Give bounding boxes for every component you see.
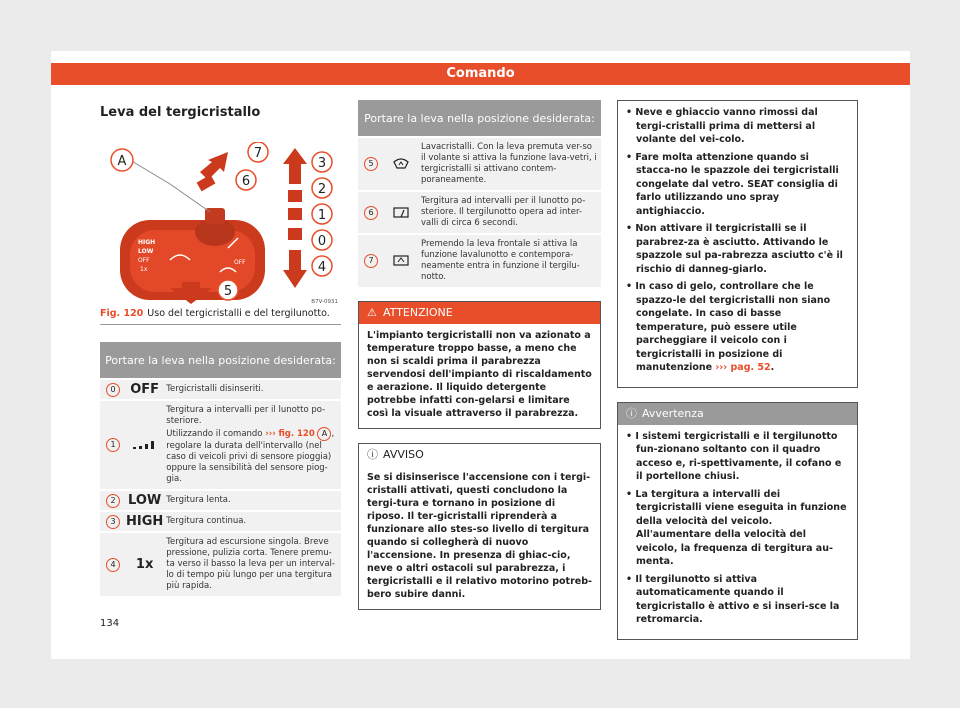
table-row: [358, 234, 601, 287]
lever-label-1x: 1x: [140, 266, 148, 273]
bullet-item: • Il tergilunotto si attiva automaticamente quando il tergicristallo è attivo e si inseri-sce la retromarcia.: [626, 573, 840, 625]
callout-5: 5: [223, 284, 233, 299]
svg-text:A: A: [117, 154, 127, 169]
callout-3: 3: [317, 156, 327, 171]
block-0: [288, 228, 302, 240]
attenzione-text: L'impianto tergicristalli non va azionato a temperature troppo basse, a meno che non si scaldi prima il parabrezza servendosi dell'impianto di riscaldamento e aerazione. Il liquido detergente potrebbe infatti con-gelarsi e limitare così la visuale attraverso il parabrezza.: [367, 330, 592, 419]
attenzione-box: [358, 301, 601, 429]
row-text: Tergitura lenta.: [163, 490, 341, 511]
callout-6: 6: [241, 174, 251, 189]
windshield-washer-icon: [384, 137, 418, 191]
table-heading: Portare la leva nella posizione desiderata:: [358, 100, 601, 137]
table-row: [100, 400, 341, 490]
figure-120: [100, 142, 341, 304]
table-row: [358, 137, 601, 191]
table-row: [100, 490, 341, 511]
table-row: [358, 191, 601, 234]
rear-wiper-icon: [384, 191, 418, 234]
row-text: Tergicristalli disinseriti.: [163, 379, 341, 400]
avvertenza-box: [617, 402, 858, 640]
bullet-item: • I sistemi tergicristalli e il tergilunotto fun-zionano soltanto con il quadro acceso e, ri-spettivamente, il cofano e il portellone chiusi.: [626, 430, 842, 482]
row-number: 5: [364, 157, 378, 171]
row-number: 2: [106, 494, 120, 508]
callout-7: 7: [253, 146, 263, 161]
symbol-high: HIGH: [126, 511, 163, 532]
figure-caption-text: Uso del tergicristalli e del tergilunotto.: [147, 308, 330, 319]
callout-1: 1: [317, 208, 327, 223]
row-number: 6: [364, 206, 378, 220]
avviso-box: [358, 443, 601, 610]
symbol-low: LOW: [126, 490, 163, 511]
table-heading: Portare la leva nella posizione desiderata:: [100, 342, 341, 379]
row-number: 7: [364, 254, 378, 268]
info-circle-icon: ⓘ: [367, 448, 378, 461]
column-right: [617, 100, 858, 640]
lever-label-high: HIGH: [138, 239, 156, 246]
bullet-item: • Fare molta attenzione quando si stacca-no le spazzole dei tergicristalli congelate dal vetro. SEAT consiglia di farlo utilizzando uno spray antighiaccio.: [626, 151, 839, 217]
avvertenza-header: ⓘ Avvertenza: [618, 403, 857, 425]
row-number: 4: [106, 558, 120, 572]
callout-2: 2: [317, 182, 327, 197]
avviso-header: ⓘ AVVISO: [359, 444, 600, 466]
arrow-up-3: [283, 148, 307, 184]
row-number: 3: [106, 515, 120, 529]
figure-link[interactable]: fig. 120: [278, 429, 315, 439]
callout-0: 0: [317, 234, 327, 249]
symbol-off: OFF: [126, 379, 163, 400]
warning-triangle-icon: ⚠: [367, 306, 377, 319]
positions-table-2: [358, 100, 601, 287]
positions-table-1: [100, 342, 341, 596]
symbol-1x: 1x: [126, 532, 163, 596]
page-link[interactable]: pag. 52: [730, 362, 771, 373]
arrow-down-4: [283, 250, 307, 288]
figure-caption: [100, 306, 341, 325]
row-text: Tergitura ad escursione singola. Breve pressione, pulizia corta. Tenere premu-ta verso il basso la leva per un interval-lo di tempo più lungo per una tergitura più rapida.: [163, 532, 341, 596]
row-text: Tergitura continua.: [163, 511, 341, 532]
row-text: Lavacristalli. Con la leva premuta ver-so il volante si attiva la funzione lava-vetri, i tergicristalli si attivano contem-poraneamente.: [418, 137, 601, 191]
symbol-interval-bars-icon: [126, 400, 163, 490]
figure-code: B7V-0931: [311, 299, 338, 304]
row-number: 1: [106, 438, 120, 452]
figure-label: Fig. 120: [100, 308, 144, 319]
rear-washer-icon: [384, 234, 418, 287]
table-row: [100, 511, 341, 532]
ice-box: [617, 100, 858, 388]
table-row: [100, 532, 341, 596]
bullet-item: • In caso di gelo, controllare che le spazzo-le del tergicristalli non siano congelate. In caso di basse temperature, può essere utile parcheggiare il veicolo con i tergicristalli in posizione di manutenzione ››› pag. 52.: [626, 281, 831, 373]
column-middle: [358, 100, 601, 610]
block-2: [288, 190, 302, 202]
callout-4: 4: [317, 260, 327, 275]
row-number: 0: [106, 383, 120, 397]
wiper-lever-illustration: [100, 142, 341, 304]
lever-label-off2: OFF: [234, 259, 246, 266]
lever-label-low: LOW: [138, 248, 154, 255]
arrow-7: [200, 152, 228, 180]
bullet-item: • La tergitura a intervalli dei tergicristalli viene eseguita in funzione della velocità del veicolo. All'aumentare della velocità del veicolo, la frequenza di tergitura au-menta.: [626, 488, 847, 567]
lever-label-off: OFF: [138, 257, 150, 264]
table-row: [100, 379, 341, 400]
block-1: [288, 208, 302, 220]
attenzione-header: ⚠ ATTENZIONE: [359, 302, 600, 324]
row-text: Tergitura ad intervalli per il lunotto po-steriore. Il tergilunotto opera ad inter-valli di circa 6 secondi.: [418, 191, 601, 234]
row-text: Tergitura a intervalli per il lunotto po-steriore. Utilizzando il comando ››› fig. 120 A , regolare la durata dell'intervallo (nel caso di veicoli privi di sensore pioggia) oppure la sensibilità del sensore piog-gia.: [163, 400, 341, 490]
bullet-item: • Neve e ghiaccio vanno rimossi dal tergi-cristalli prima di mettersi al volante del vei-colo.: [626, 107, 818, 145]
column-left: [100, 100, 341, 596]
bullet-item: • Non attivare il tergicristalli se il parabrez-za è asciutto. Attivando le spazzole sul pa-rabrezza asciutto c'è il rischio di danneg-giarlo.: [626, 223, 843, 275]
page-number: 134: [100, 618, 120, 629]
page-header: Comando: [51, 63, 910, 85]
section-title: Leva del tergicristallo: [100, 105, 261, 120]
avviso-text: Se si disinserisce l'accensione con i tergi-cristalli attivati, questi concludono la tergi-tura e tornano in posizione di riposo. Il ter-gicristalli riprenderà a funzionare allo stes-so livello di tergitura quando si collegherà di nuovo l'accensione. In presenza di ghiac-cio, neve o altri ostacoli sul parabrezza, i tergicristalli e il relativo motorino potreb-bero subire danni.: [367, 472, 592, 600]
row-text: Premendo la leva frontale si attiva la funzione lavalunotto e contempora-neamente entra in funzione il tergilu-notto.: [418, 234, 601, 287]
info-note-icon: ⓘ: [626, 406, 637, 420]
